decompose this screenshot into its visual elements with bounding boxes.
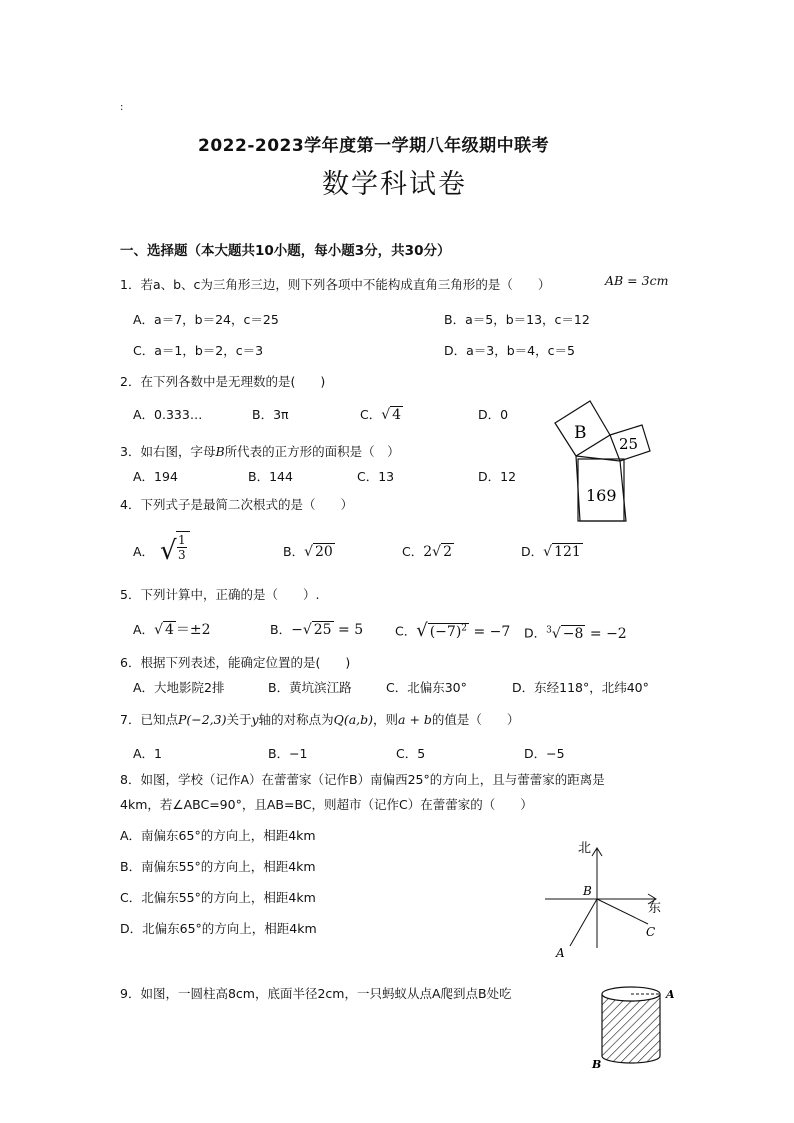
stray-mark: : (120, 102, 124, 113)
q1-option-c[interactable]: C．a＝1，b＝2，c＝3 (133, 343, 264, 358)
q8-option-a[interactable]: A．南偏东65°的方向上，相距4km (120, 828, 316, 843)
q6-stem: 6．根据下列表述，能确定位置的是( ) (120, 655, 351, 670)
q4-option-c[interactable]: C．2√ 2 (402, 544, 452, 560)
q6-option-d[interactable]: D．东经118°，北纬40° (512, 680, 649, 695)
q8-option-b[interactable]: B．南偏东55°的方向上，相距4km (120, 859, 316, 874)
q4-option-a[interactable]: A． (133, 544, 155, 559)
q3-stem: 3．如右图，字母B所代表的正方形的面积是（ ） (120, 444, 400, 459)
q7-option-a[interactable]: A．1 (133, 746, 163, 761)
q2-option-d[interactable]: D．0 (478, 407, 509, 422)
q7-option-c[interactable]: C．5 (396, 746, 426, 761)
section-heading: 一、选择题（本大题共10小题，每小题3分，共30分） (120, 243, 451, 259)
q3-option-d[interactable]: D．12 (478, 469, 517, 484)
q8-stem-line2: 4km，若∠ABC=90°，且AB=BC，则超市（记作C）在蕾蕾家的（ ） (120, 797, 533, 812)
q8-option-d[interactable]: D．北偏东65°的方向上，相距4km (120, 921, 317, 936)
q5-option-b[interactable]: B．−√ 25 = 5 (270, 622, 364, 638)
q2-option-a[interactable]: A．0.333… (133, 407, 203, 422)
q9-stem: 9．如图，一圆柱高8cm，底面半径2cm，一只蚂蚁从点A爬到点B处吃 (120, 986, 512, 1001)
q9-point-b-label: B (592, 1058, 602, 1071)
q7-option-d[interactable]: D．−5 (524, 746, 565, 761)
q3-label-169: 169 (586, 486, 617, 505)
q4-a-formula: √ 1 3 (160, 532, 177, 562)
q7-stem: 7．已知点P(−2,3)关于y轴的对称点为Q(a,b)，则a + b的值是（ ） (120, 712, 520, 727)
exam-subtitle: 数学科试卷 (322, 169, 467, 200)
q2-option-c[interactable]: C．√ 4 (360, 407, 402, 423)
q4-stem: 4．下列式子是最简二次根式的是（ ） (120, 497, 353, 512)
q4-option-d[interactable]: D．√ 121 (521, 544, 581, 560)
q3-label-25: 25 (619, 435, 639, 453)
q3-squares-figure (550, 395, 660, 525)
q3-option-c[interactable]: C．13 (357, 469, 395, 484)
q1-option-b[interactable]: B．a＝5，b＝13，c＝12 (444, 312, 590, 327)
q1-stray-formula: AB = 3cm (605, 273, 669, 288)
north-label: 北 (578, 841, 592, 856)
q1-option-d[interactable]: D．a＝3，b＝4，c＝5 (444, 343, 575, 358)
q3-label-b: B (574, 423, 587, 443)
east-label: 东 (648, 901, 662, 916)
q1-option-a[interactable]: A．a＝7，b＝24，c＝25 (133, 312, 279, 327)
q6-option-c[interactable]: C．北偏东30° (386, 680, 467, 695)
exam-title: 2022-2023学年度第一学期八年级期中联考 (198, 136, 550, 156)
q3-option-b[interactable]: B．144 (248, 469, 293, 484)
q3-option-a[interactable]: A．194 (133, 469, 178, 484)
q9-cylinder-figure (586, 978, 686, 1073)
point-b-label: B (583, 884, 592, 898)
q8-stem-line1: 8．如图，学校（记作A）在蕾蕾家（记作B）南偏西25°的方向上，且与蕾蕾家的距离是 (120, 772, 605, 787)
q7-option-b[interactable]: B．−1 (268, 746, 308, 761)
q1-stem: 1．若a、b、c为三角形三边，则下列各项中不能构成直角三角形的是（ ） (120, 277, 551, 292)
q6-option-a[interactable]: A．大地影院2排 (133, 680, 225, 695)
point-a-label: A (556, 946, 565, 960)
q4-option-b[interactable]: B．√ 20 (283, 544, 333, 560)
q8-direction-figure (540, 836, 670, 961)
q5-option-a[interactable]: A．√ 4 ＝±2 (133, 622, 211, 638)
q2-stem: 2．在下列各数中是无理数的是( ) (120, 374, 326, 389)
q5-option-c[interactable]: C．√ $(-7)^2 = -7$ (395, 619, 511, 641)
point-c-label: C (646, 925, 656, 939)
q8-option-c[interactable]: C．北偏东55°的方向上，相距4km (120, 890, 316, 905)
q2-option-b[interactable]: B．3π (252, 407, 289, 422)
q6-option-b[interactable]: B．黄坑滨江路 (268, 680, 352, 695)
q5-option-d[interactable]: D．$^3$√ −8 = −2 (524, 625, 627, 642)
q9-point-a-label: A (666, 988, 675, 1001)
q5-stem: 5．下列计算中，正确的是（ ）. (120, 587, 320, 602)
